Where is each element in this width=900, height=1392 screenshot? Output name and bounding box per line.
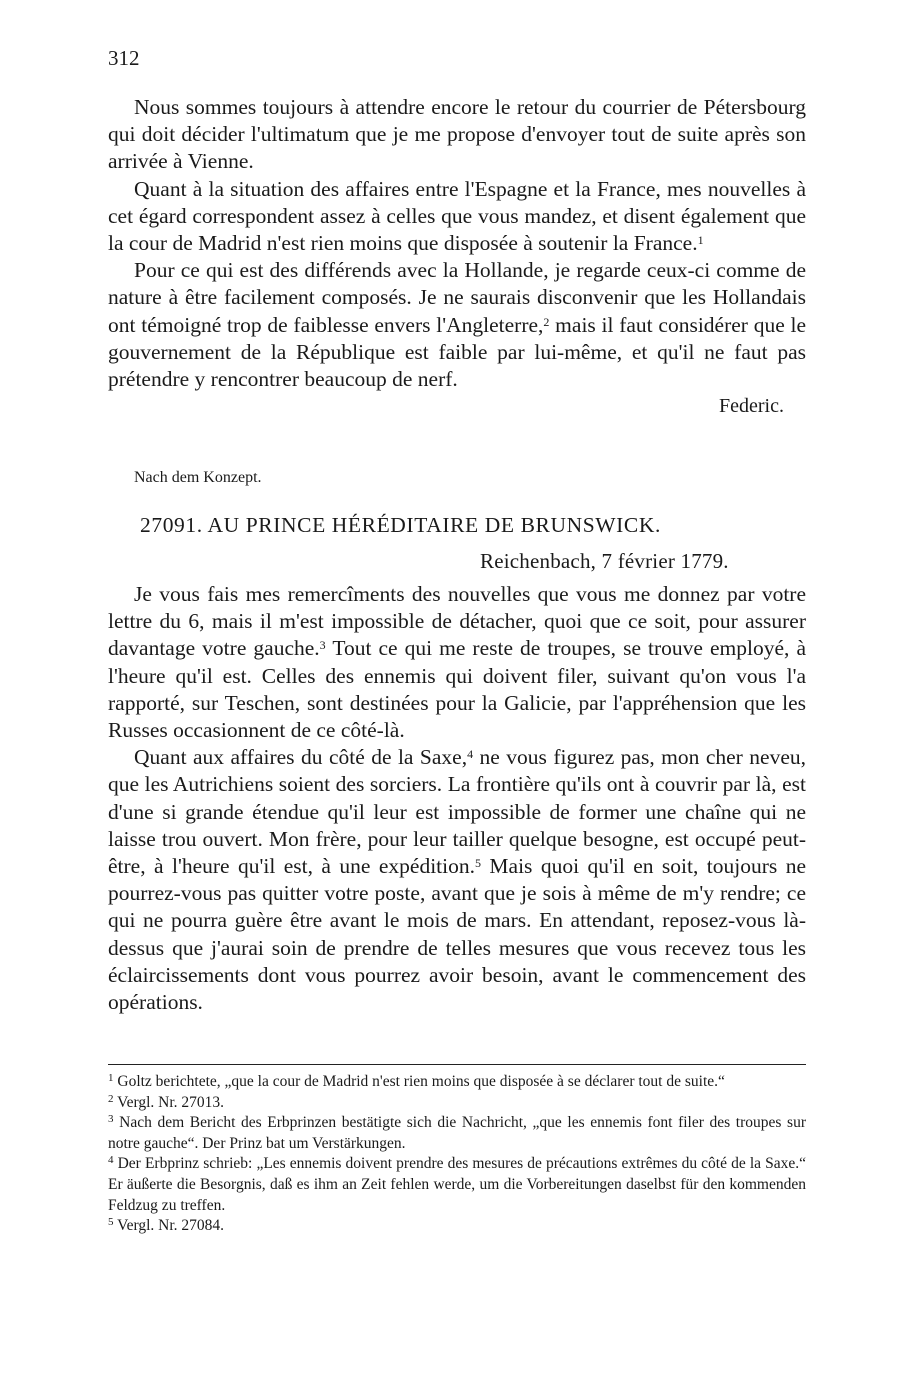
letter-heading: 27091. AU PRINCE HÉRÉDITAIRE DE BRUNSWICK. [140, 513, 661, 537]
letter-1-body [108, 94, 806, 420]
footnote-4: $^4$ Der Erbprinz schrieb: „Les ennemis doivent prendre des mesures de précautions extrêmes du côté de la Saxe.“ Er äußerte die Besorgnis, daß es ihm an Zeit fehlen werde, um die Vorbereitungen daselbst für den kommenden Feldzug zu treffen. [108, 1154, 806, 1214]
source-note: Nach dem Konzept. [134, 469, 262, 486]
footnote-ref-1: 1 [697, 233, 704, 248]
signature: Federic. [719, 395, 784, 418]
footnote-ref-3: 3 [319, 638, 326, 653]
letter-1-paragraph-2: Quant à la situation des affaires entre l'Espagne et la France, mes nouvelles à cet égard correspondent assez à celles que vous mandez, et disent également que la cour de Madrid n'est rien moins que disposée à soutenir la France.$^1$ [108, 176, 806, 256]
footnote-2: $^2$ Vergl. Nr. 27013. [108, 1092, 225, 1111]
letter-2-paragraph-2: Quant aux affaires du côté de la Saxe,$^4$ ne vous figurez pas, mon cher neveu, que les Autrichiens soient des sorciers. La frontière qu'ils ont à couvrir par là, est d'une si grande étendue qu'il leur est impossible de former une chaîne qui ne laisse trou ouvert. Mon frère, pour leur tailler quelque besogne, est occupé peut-être, à l'heure qu'il est, à une expédition.$^5$ Mais quoi qu'il en soit, toujours ne pourrez-vous pas quitter votre poste, avant que je sois à même de m'y rendre; ce qui ne pourra guère être avant le mois de mars. En attendant, reposez-vous là-dessus que j'aurai soin de prendre de telles mesures que vous recevez tous les éclaircissements dont vous pourrez avoir besoin, avant le commencement des opérations. [108, 745, 806, 1015]
footnote-separator [108, 1064, 806, 1065]
letter-2-paragraph-1: Je vous fais mes remercîments des nouvelles que vous me donnez par votre lettre du 6, mais il m'est impossible de détacher, quoi que ce soit, pour assurer davantage votre gauche.$^3$ Tout ce qui me reste de troupes, se trouve employé, à l'heure qu'il est. Celles des ennemis qui doivent filer, suivant qu'on vous l'a rapporté, sur Teschen, sont destinées pour la Galicie, par l'appréhension que les Russes occasionnent de ce côté-là. [108, 582, 807, 743]
letter-1-paragraph-1: Nous sommes toujours à attendre encore le retour du courrier de Pétersbourg qui doit décider l'ultimatum que je me propose d'envoyer tout de suite après son arrivée à Vienne. [108, 95, 806, 174]
letter-2-body [108, 581, 806, 1016]
footnote-ref-2: 2 [543, 314, 550, 329]
page-number: 312 [108, 46, 140, 70]
footnote-5: $^5$ Vergl. Nr. 27084. [108, 1216, 225, 1235]
dateline: Reichenbach, 7 février 1779. [480, 549, 729, 573]
footnote-3: $^3$ Nach dem Bericht des Erbprinzen bestätigte sich die Nachricht, „que les ennemis font filer des troupes sur notre gauche“. Der Prinz bat um Verstärkungen. [108, 1113, 806, 1152]
footnotes [108, 1072, 806, 1237]
footnote-ref-5: 5 [474, 856, 481, 871]
footnote-1: $^1$ Goltz berichtete, „que la cour de Madrid n'est rien moins que disposée à se déclarer tout de suite.“ [108, 1072, 725, 1090]
letter-1-paragraph-3: Pour ce qui est des différends avec la Hollande, je regarde ceux-ci comme de nature à être facilement composés. Je ne saurais disconvenir que les Hollandais ont témoigné trop de faiblesse envers l'Angleterre,$^2$ mais il faut considérer que le gouvernement de la République est faible par lui-même, et qu'il ne faut pas prétendre y rencontrer beaucoup de nerf. [108, 258, 807, 392]
footnote-ref-4: 4 [467, 747, 474, 762]
